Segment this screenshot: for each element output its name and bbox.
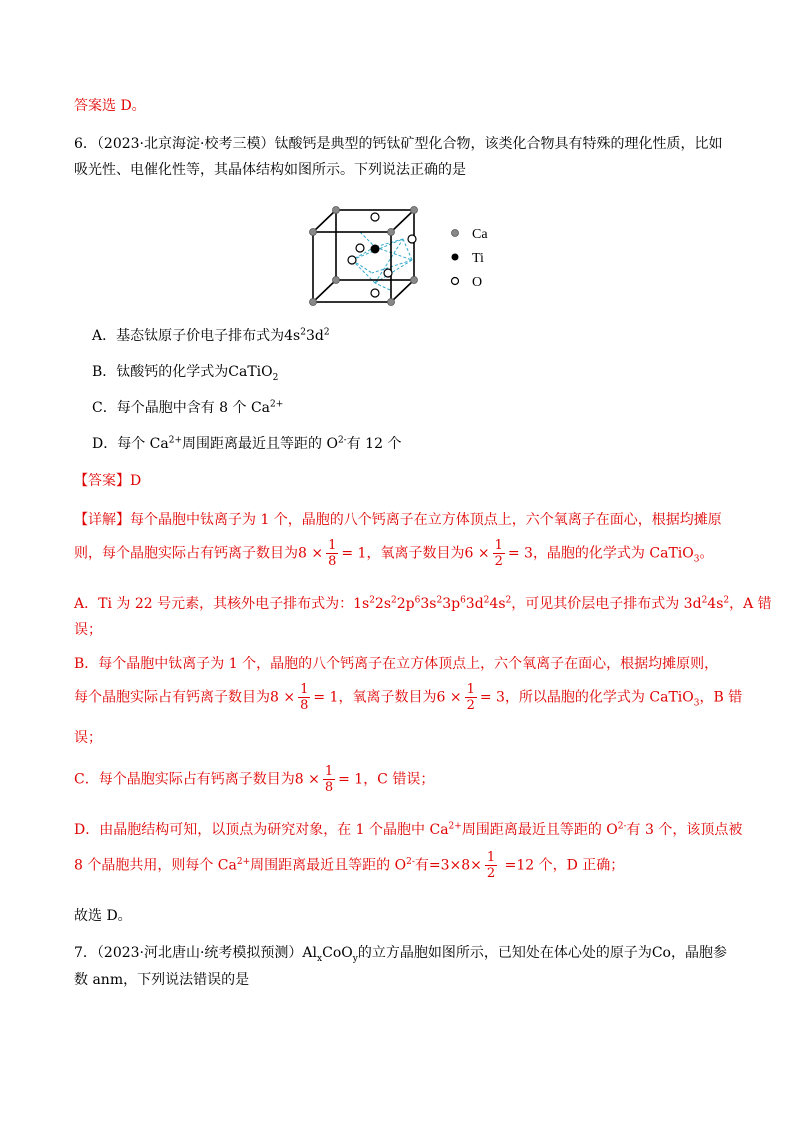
question-7-stem-line-1: 7．（2023·河北唐山·统考模拟预测）$Al_xCoO_y$的立方晶胞如图所示，已知处在体心处的原子为Co，晶胞参 [74,945,727,964]
question-source: （2023·北京海淀·校考三模） [96,136,275,152]
option-a: A．基态钛原子价电子排布式为$4s^23d^2$ [92,327,330,344]
question-number: 6． [74,136,97,152]
detail-c-line: C．每个晶胞实际占有钙离子数目为8 × $\frac{1}{8}$ = 1，C 错误； [74,764,435,795]
legend-label-o: O [472,275,483,290]
fraction-one-half: $\frac{1}{2}$ [494,538,503,569]
question-6-stem-line-2: 吸光性、电催化性等，其晶体结构如图所示。下列说法正确的是 [74,162,466,178]
option-b: B．钛酸钙的化学式为CaTiO$_2$ [92,364,279,383]
fraction-one-eighth: $\frac{1}{8}$ [300,682,309,713]
detail-b-line-3: 误； [74,730,102,746]
question-6-conclusion: 故选 D。 [74,908,132,924]
fraction-one-eighth: $\frac{1}{8}$ [328,538,337,569]
detail-b-line-1: B．每个晶胞中钛离子为 1 个，晶胞的八个钙离子在立方体顶点上，六个氧离子在面心，根据均摊原则， [74,656,719,672]
crystal-structure-figure [300,205,510,310]
option-d: D．每个 $Ca^{2+}$周围距离最近且等距的 $O^{2-}$有 12 个 [92,435,402,452]
answer-label: 【答案】D [74,473,142,489]
detail-a-line-1: A．Ti 为 22 号元素，其核外电子排布式为：$1s^22s^22p^63s^23p^63d^24s^2$，可见其价层电子排布式为 $3d^24s^2$，A 错 [74,595,772,612]
option-c: C．每个晶胞中含有 8 个 $Ca^{2+}$ [92,399,284,416]
ca-legend-icon [452,230,459,237]
question-text: 钛酸钙是典型的钙钛矿型化合物，该类化合物具有特殊的理化性质，比如 [274,136,723,152]
question-6-stem-line-1 [74,134,722,154]
fraction-one-half: $\frac{1}{2}$ [486,850,496,881]
detail-d-line-1: D．由晶胞结构可知，以顶点为研究对象，在 1 个晶胞中 $Ca^{2+}$周围距离最近且等距的 $O^{2-}$有 3 个，该顶点被 [74,821,743,838]
legend-label-ca: Ca [472,227,488,242]
ti-legend-icon [452,254,459,261]
previous-answer-conclusion: 答案选 D。 [74,98,146,114]
detail-a-line-2: 误； [74,622,102,638]
legend-label-ti: Ti [472,251,484,266]
o-legend-icon [452,278,459,285]
detail-b-line-2: 每个晶胞实际占有钙离子数目为8 × $\frac{1}{8}$ = 1，氧离子数目为6 × $\frac{1}{2}$ = 3，所以晶胞的化学式为 CaTiO$_3$，B 错 [74,682,743,713]
fraction-one-half: $\frac{1}{2}$ [466,682,475,713]
question-7-stem-line-2: 数 anm，下列说法错误的是 [74,972,250,988]
detail-line-2: 则，每个晶胞实际占有钙离子数目为8 × $\frac{1}{8}$ = 1，氧离子数目为6 × $\frac{1}{2}$ = 3，晶胞的化学式为 CaTiO$_3$。 [74,538,714,569]
fraction-one-eighth: $\frac{1}{8}$ [324,764,334,795]
detail-line-1: 【详解】每个晶胞中钛离子为 1 个，晶胞的八个钙离子在立方体顶点上，六个氧离子在面心，根据均摊原 [74,512,722,528]
detail-d-line-2: 8 个晶胞共用，则每个 $Ca^{2+}$周围距离最近且等距的 $O^{2-}$有=3×8× $\frac{1}{2}$ =12 个，D 正确； [74,850,625,881]
